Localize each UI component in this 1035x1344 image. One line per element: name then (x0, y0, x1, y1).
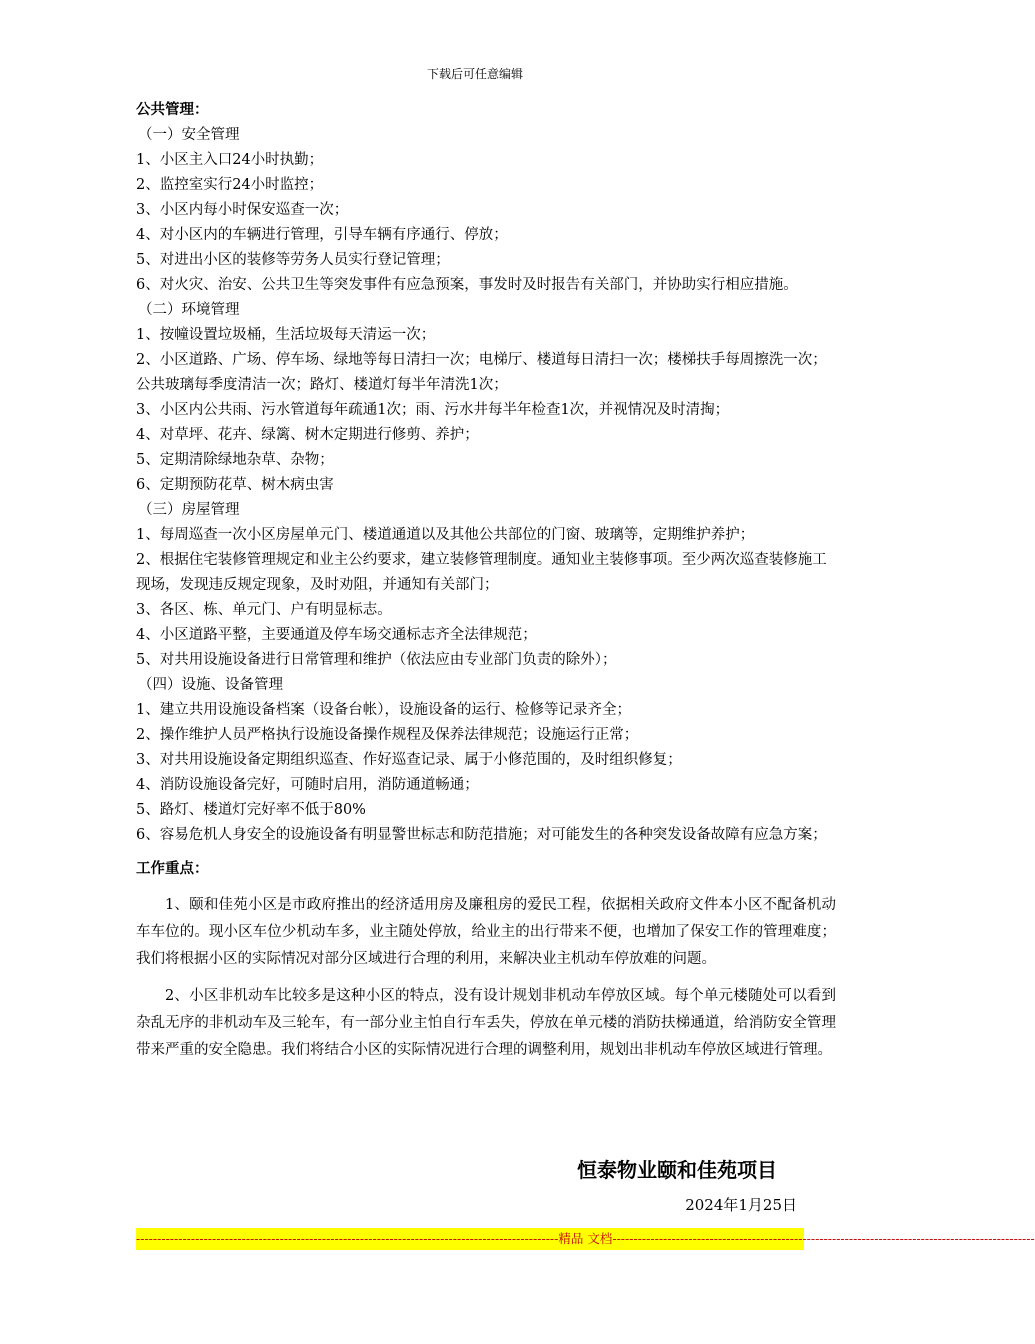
work-focus-heading: 工作重点： (136, 861, 209, 877)
list-item: 4、小区道路平整，主要通道及停车场交通标志齐全法律规范； (136, 627, 537, 643)
list-item: 6、容易危机人身安全的设施设备有明显警世标志和防范措施；对可能发生的各种突发设备故障有应急方案； (136, 827, 827, 843)
list-item: 5、定期清除绿地杂草、杂物； (136, 452, 334, 468)
section-housing (136, 498, 836, 673)
list-item: 1、按幢设置垃圾桶，生活垃圾每天清运一次； (136, 327, 436, 343)
footer-label: 精品 文档 (558, 1231, 613, 1246)
section-title: （一）安全管理 (138, 127, 240, 143)
list-item: 1、小区主入口24小时执勤； (136, 152, 324, 168)
page-header: 下载后可任意编辑 (426, 67, 523, 81)
list-item: 1、建立共用设施设备档案（设备台帐），设施设备的运行、检修等记录齐全； (136, 702, 631, 718)
footer-dash-left: ---------------------------------------------------------------------------------------------------- (136, 1231, 559, 1246)
section-title: （二）环境管理 (138, 302, 240, 318)
list-item: 3、对共用设施设备定期组织巡查、作好巡查记录、属于小修范围的，及时组织修复； (136, 752, 682, 768)
company-signature: 恒泰物业颐和佳苑项目 (577, 1158, 777, 1182)
list-item: 3、各区、栋、单元门、户有明显标志。 (136, 602, 392, 618)
footer-banner (136, 1228, 1035, 1250)
list-item: 5、路灯、楼道灯完好率不低于80% (136, 802, 366, 818)
list-item: 6、对火灾、治安、公共卫生等突发事件有应急预案，事发时及时报告有关部门，并协助实行相应措施。 (136, 277, 798, 293)
signature-date: 2024年1月25日 (685, 1196, 797, 1214)
footer-dash-right: ---------------------------------------------------------------------------------------------------- (612, 1231, 1035, 1246)
section-security (136, 123, 836, 298)
list-item: 2、操作维护人员严格执行设施设备操作规程及保养法律规范；设施运行正常； (136, 727, 639, 743)
list-item: 1、每周巡查一次小区房屋单元门、楼道通道以及其他公共部位的门窗、玻璃等，定期维护养护； (136, 527, 755, 543)
list-item: 2、小区道路、广场、停车场、绿地等每日清扫一次；电梯厅、楼道每日清扫一次；楼梯扶手每周擦洗一次；公共玻璃每季度清洁一次；路灯、楼道灯每半年清洗1次； (136, 352, 827, 393)
list-item: 4、对草坪、花卉、绿篱、树木定期进行修剪、养护； (136, 427, 479, 443)
public-management-heading: 公共管理： (136, 102, 209, 118)
list-item: 5、对进出小区的装修等劳务人员实行登记管理； (136, 252, 450, 268)
list-item: 3、小区内公共雨、污水管道每年疏通1次；雨、污水井每半年检查1次，并视情况及时清掏； (136, 402, 730, 418)
section-title: （四）设施、设备管理 (138, 677, 283, 693)
document-body (136, 98, 836, 1074)
list-item: 4、对小区内的车辆进行管理，引导车辆有序通行、停放； (136, 227, 508, 243)
list-item: 5、对共用设施设备进行日常管理和维护（依法应由专业部门负责的除外）； (136, 652, 617, 668)
list-item: 6、定期预防花草、树木病虫害 (136, 477, 334, 493)
paragraph: 2、小区非机动车比较多是这种小区的特点，没有设计规划非机动车停放区域。每个单元楼随处可以看到杂乱无序的非机动车及三轮车，有一部分业主怕自行车丢失，停放在单元楼的消防扶梯通道，给消防安全管理带来严重的安全隐患。我们将结合小区的实际情况进行合理的调整利用，规划出非机动车停放区域进行管理。 (136, 988, 836, 1058)
list-item: 4、消防设施设备完好，可随时启用，消防通道畅通； (136, 777, 479, 793)
section-environment (136, 298, 836, 498)
section-title: （三）房屋管理 (138, 502, 240, 518)
list-item: 2、根据住宅装修管理规定和业主公约要求，建立装修管理制度。通知业主装修事项。至少两次巡查装修施工现场，发现违反规定现象，及时劝阻，并通知有关部门； (136, 552, 827, 593)
list-item: 2、监控室实行24小时监控； (136, 177, 324, 193)
paragraph: 1、颐和佳苑小区是市政府推出的经济适用房及廉租房的爱民工程，依据相关政府文件本小区不配备机动车车位的。现小区车位少机动车多，业主随处停放，给业主的出行带来不便，也增加了保安工作的管理难度；我们将根据小区的实际情况对部分区域进行合理的利用，来解决业主机动车停放难的问题。 (136, 897, 836, 967)
section-facilities (136, 673, 836, 848)
list-item: 3、小区内每小时保安巡查一次； (136, 202, 349, 218)
